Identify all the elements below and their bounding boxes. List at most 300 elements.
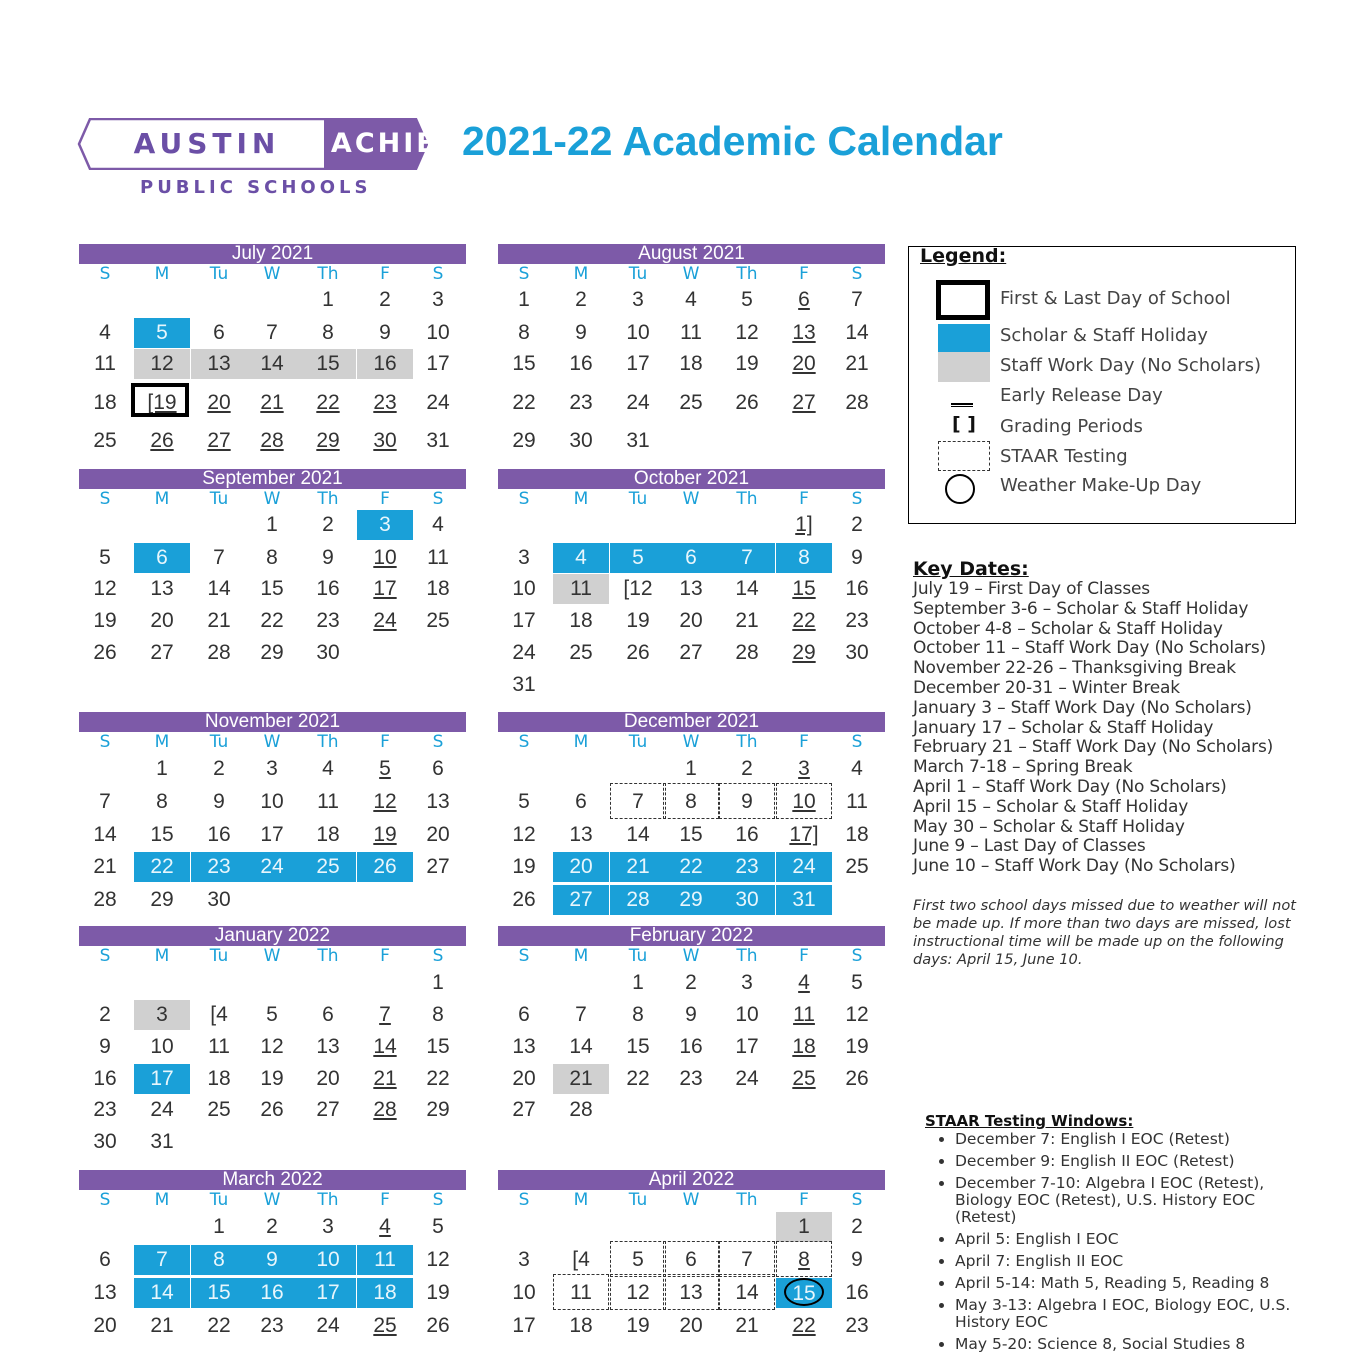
calendar-day <box>496 574 552 604</box>
weekday-label: W <box>682 946 700 966</box>
day-number: 1 <box>266 513 278 536</box>
calendar-day <box>776 1278 832 1308</box>
weekday-label: S <box>518 946 530 966</box>
month-title: December 2021 <box>498 712 885 732</box>
first-last-day-swatch <box>936 280 990 320</box>
staar-item: • April 5: English I EOC <box>955 1231 1320 1248</box>
calendar-day <box>829 318 885 348</box>
calendar-day <box>776 318 832 348</box>
day-number: 23 <box>679 1067 703 1090</box>
day-number: 27 <box>792 391 816 414</box>
day-number: 17 <box>626 352 650 375</box>
calendar-day <box>244 426 300 456</box>
month-title: September 2021 <box>79 469 466 489</box>
day-number: 6 <box>322 1003 334 1026</box>
day-number: 18 <box>373 1281 397 1304</box>
calendar-day <box>496 1064 552 1094</box>
calendar-day <box>134 820 190 850</box>
calendar-day <box>191 318 247 348</box>
weekday-label: Tu <box>628 1190 648 1210</box>
calendar-day <box>244 606 300 636</box>
calendar-day <box>191 1095 247 1125</box>
calendar-day <box>496 606 552 636</box>
calendar-day <box>553 1032 609 1062</box>
weekday-label: W <box>263 1190 281 1210</box>
calendar-day <box>300 388 356 418</box>
calendar-day <box>244 1032 300 1062</box>
calendar-day <box>829 1278 885 1308</box>
day-number: 10 <box>260 790 284 813</box>
day-number: 5 <box>518 790 530 813</box>
calendar-day <box>719 787 775 817</box>
day-number: 6 <box>798 288 810 311</box>
calendar-day <box>776 349 832 379</box>
day-number: 27 <box>512 1098 536 1121</box>
key-date-item: April 1 – Staff Work Day (No Scholars) <box>913 776 1227 797</box>
day-number: 16 <box>260 1281 284 1304</box>
weekday-label: M <box>573 264 589 284</box>
day-number: 2 <box>851 513 863 536</box>
day-number: 22 <box>512 391 536 414</box>
day-number: 20 <box>207 391 231 414</box>
calendar-day <box>829 285 885 315</box>
day-number: 4 <box>798 971 810 994</box>
weekday-label: Th <box>317 732 339 752</box>
weekday-label: Tu <box>209 264 229 284</box>
day-number: 6 <box>432 757 444 780</box>
calendar-day <box>134 885 190 915</box>
month-title: March 2022 <box>79 1170 466 1190</box>
day-number: 26 <box>735 391 759 414</box>
calendar-day <box>496 787 552 817</box>
calendar-day <box>244 1311 300 1341</box>
key-dates-list <box>913 580 1333 877</box>
weekday-header <box>498 946 885 966</box>
calendar-day <box>191 1212 247 1242</box>
day-number: 12 <box>845 1003 869 1026</box>
weekday-label: M <box>154 732 170 752</box>
calendar-day <box>191 638 247 668</box>
day-number: 4 <box>379 1215 391 1238</box>
weekday-label: W <box>682 264 700 284</box>
day-number: 2 <box>213 757 225 780</box>
day-number: 14 <box>569 1035 593 1058</box>
calendar-day <box>134 852 190 882</box>
day-number: 19 <box>93 609 117 632</box>
day-number: 7 <box>213 546 225 569</box>
day-number: 2 <box>322 513 334 536</box>
day-number: 8 <box>798 1248 810 1271</box>
calendar-day <box>663 820 719 850</box>
day-number: 10 <box>426 321 450 344</box>
weekday-header <box>498 489 885 509</box>
calendar-day <box>719 1245 775 1275</box>
calendar-day <box>553 885 609 915</box>
calendar-day <box>300 754 356 784</box>
calendar-day <box>191 1000 247 1030</box>
weekday-label: Th <box>736 489 758 509</box>
day-number: 7 <box>575 1003 587 1026</box>
day-number: 14 <box>735 577 759 600</box>
weekday-label: Tu <box>209 1190 229 1210</box>
calendar-day <box>300 1278 356 1308</box>
calendar-day <box>357 510 413 540</box>
day-number: 18 <box>316 823 340 846</box>
day-number: 24 <box>150 1098 174 1121</box>
calendar-day <box>663 968 719 998</box>
day-number: 3 <box>518 546 530 569</box>
calendar-day <box>357 820 413 850</box>
day-number: 30 <box>93 1130 117 1153</box>
day-number: 18 <box>569 1314 593 1337</box>
day-number: 23 <box>316 609 340 632</box>
day-number: 8 <box>432 1003 444 1026</box>
calendar-day <box>496 1032 552 1062</box>
day-number: 12 <box>426 1248 450 1271</box>
day-number: 12 <box>735 321 759 344</box>
calendar-day <box>357 787 413 817</box>
calendar-day <box>663 885 719 915</box>
day-number: 6 <box>99 1248 111 1271</box>
key-dates <box>913 558 1333 877</box>
day-number: 26 <box>845 1067 869 1090</box>
day-number: 27 <box>426 855 450 878</box>
calendar-day <box>410 1000 466 1030</box>
calendar-day <box>410 606 466 636</box>
day-number: 16 <box>316 577 340 600</box>
month-title: July 2021 <box>79 244 466 264</box>
calendar-day <box>410 852 466 882</box>
weekday-label: S <box>851 946 863 966</box>
weekday-label: M <box>573 489 589 509</box>
key-date-item: May 30 – Scholar & Staff Holiday <box>913 816 1185 837</box>
calendar-day <box>719 349 775 379</box>
month-title: October 2021 <box>498 469 885 489</box>
day-number: 22 <box>316 391 340 414</box>
day-number: 11 <box>317 790 339 813</box>
day-number: 3 <box>266 757 278 780</box>
day-number: 6 <box>575 790 587 813</box>
weekday-label: Tu <box>628 946 648 966</box>
calendar-day <box>244 574 300 604</box>
day-number: 2 <box>266 1215 278 1238</box>
calendar-day <box>244 318 300 348</box>
day-number: 6 <box>518 1003 530 1026</box>
day-number: 17 <box>735 1035 759 1058</box>
day-number: 30 <box>569 429 593 452</box>
logo-right-text: ACHIEVE <box>330 128 484 159</box>
day-number: 17 <box>512 609 536 632</box>
weekday-label: F <box>380 264 390 284</box>
day-number: 9 <box>685 1003 697 1026</box>
day-number: 13 <box>512 1035 536 1058</box>
calendar-day <box>244 388 300 418</box>
day-number: 18 <box>93 391 117 414</box>
weekday-label: S <box>432 264 444 284</box>
weekday-label: W <box>263 489 281 509</box>
calendar-day <box>191 852 247 882</box>
day-number: 9 <box>99 1035 111 1058</box>
key-date-item: January 17 – Scholar & Staff Holiday <box>913 717 1214 738</box>
calendar-day <box>357 1000 413 1030</box>
day-number: 8 <box>685 790 697 813</box>
day-number: 25 <box>679 391 703 414</box>
day-number: 14 <box>260 352 284 375</box>
day-number: 30 <box>735 888 759 911</box>
day-number: 11 <box>570 577 592 600</box>
weekday-header <box>79 264 466 284</box>
day-number: 9 <box>851 1248 863 1271</box>
day-number: 9 <box>379 321 391 344</box>
day-number: 12 <box>626 1281 650 1304</box>
day-number: 6 <box>685 1248 697 1271</box>
calendar-day <box>134 1311 190 1341</box>
day-number: 3 <box>156 1003 168 1026</box>
key-date-item: July 19 – First Day of Classes <box>913 579 1150 599</box>
calendar-day <box>496 820 552 850</box>
day-number: 13 <box>316 1035 340 1058</box>
day-number: 23 <box>569 391 593 414</box>
day-number: [12 <box>623 577 653 600</box>
calendar-day <box>357 1212 413 1242</box>
calendar-day <box>134 638 190 668</box>
day-number: 21 <box>845 352 869 375</box>
weekday-label: S <box>432 489 444 509</box>
day-number: 21 <box>260 391 284 414</box>
calendar-day <box>496 638 552 668</box>
weekday-label: F <box>799 946 809 966</box>
logo <box>76 118 484 170</box>
calendar-day <box>357 1311 413 1341</box>
calendar-day <box>410 1095 466 1125</box>
day-number: 30 <box>845 641 869 664</box>
calendar-day <box>244 787 300 817</box>
day-number: 29 <box>792 641 816 664</box>
calendar-day <box>663 349 719 379</box>
day-number: 27 <box>316 1098 340 1121</box>
day-number: 15 <box>626 1035 650 1058</box>
day-number: 24 <box>735 1067 759 1090</box>
day-number: 7 <box>632 790 644 813</box>
calendar-day <box>553 1064 609 1094</box>
month-title: August 2021 <box>498 244 885 264</box>
calendar-day <box>357 388 413 418</box>
calendar-day <box>776 285 832 315</box>
calendar-day <box>553 349 609 379</box>
month-title: April 2022 <box>498 1170 885 1190</box>
day-number: 10 <box>150 1035 174 1058</box>
day-number: 27 <box>150 641 174 664</box>
calendar-day <box>663 606 719 636</box>
day-number: 31 <box>792 888 816 911</box>
calendar-day <box>719 885 775 915</box>
calendar-day <box>357 754 413 784</box>
day-number: 15 <box>150 823 174 846</box>
staar-item: • December 9: English II EOC (Retest) <box>955 1153 1320 1170</box>
calendar-day <box>663 1000 719 1030</box>
day-number: 20 <box>426 823 450 846</box>
day-number: 22 <box>207 1314 231 1337</box>
day-number: 23 <box>260 1314 284 1337</box>
calendar-day <box>300 852 356 882</box>
calendar-day <box>610 787 666 817</box>
calendar-day <box>357 1278 413 1308</box>
calendar-day <box>663 1245 719 1275</box>
calendar-day <box>829 1245 885 1275</box>
calendar-day <box>610 543 666 573</box>
day-number: 1 <box>518 288 530 311</box>
legend-work-day: Staff Work Day (No Scholars) <box>1000 355 1261 376</box>
calendar-day <box>77 574 133 604</box>
calendar-day <box>553 606 609 636</box>
day-number: 23 <box>845 1314 869 1337</box>
day-number: 10 <box>626 321 650 344</box>
calendar-day <box>410 1032 466 1062</box>
month-april-2022 <box>498 1169 885 1337</box>
calendar-day <box>77 1127 133 1157</box>
weekday-label: S <box>518 1190 530 1210</box>
day-number: 1] <box>795 513 813 536</box>
calendar-day <box>300 285 356 315</box>
day-number: 10 <box>373 546 397 569</box>
day-number: 28 <box>207 641 231 664</box>
day-number: 28 <box>373 1098 397 1121</box>
legend-grading-periods: Grading Periods <box>1000 416 1143 437</box>
staar-windows <box>925 1111 1320 1358</box>
day-number: 24 <box>512 641 536 664</box>
calendar-day <box>191 349 247 379</box>
calendar-day <box>191 543 247 573</box>
day-number: 2 <box>685 971 697 994</box>
weekday-label: F <box>799 264 809 284</box>
day-number: 4 <box>575 546 587 569</box>
month-february-2022 <box>498 925 885 1121</box>
calendar-day <box>829 349 885 379</box>
calendar-day <box>357 318 413 348</box>
weekday-label: Th <box>317 946 339 966</box>
calendar-day <box>553 543 609 573</box>
calendar-day <box>300 1212 356 1242</box>
calendar-day <box>300 1311 356 1341</box>
calendar-day <box>410 754 466 784</box>
calendar-day <box>776 638 832 668</box>
weekday-label: Tu <box>209 489 229 509</box>
calendar-day <box>357 852 413 882</box>
calendar-day <box>829 543 885 573</box>
day-number: 18 <box>792 1035 816 1058</box>
day-number: 5 <box>99 546 111 569</box>
legend <box>908 246 1296 524</box>
calendar-day <box>300 1064 356 1094</box>
calendar-day <box>357 349 413 379</box>
grading-period-icon: [ ] <box>952 413 976 435</box>
calendar-day <box>77 1245 133 1275</box>
calendar-day <box>610 1000 666 1030</box>
calendar-day <box>410 1064 466 1094</box>
calendar-day <box>829 510 885 540</box>
calendar-day <box>300 1032 356 1062</box>
day-number: 20 <box>569 855 593 878</box>
day-number: 17 <box>426 352 450 375</box>
day-number: 28 <box>260 429 284 452</box>
calendar-day <box>610 1064 666 1094</box>
calendar-day <box>719 968 775 998</box>
calendar-day <box>553 574 609 604</box>
day-number: 9 <box>213 790 225 813</box>
weekday-label: F <box>380 1190 390 1210</box>
calendar-day <box>357 1064 413 1094</box>
month-december-2021 <box>498 711 885 911</box>
key-date-item: January 3 – Staff Work Day (No Scholars) <box>913 697 1252 718</box>
day-number: 22 <box>260 609 284 632</box>
calendar-day <box>410 787 466 817</box>
calendar-day <box>610 349 666 379</box>
day-number: 16 <box>735 823 759 846</box>
calendar-day <box>776 388 832 418</box>
weekday-label: W <box>263 732 281 752</box>
day-number: 25 <box>207 1098 231 1121</box>
calendar-day <box>663 388 719 418</box>
calendar-day <box>610 968 666 998</box>
day-number: 5 <box>632 546 644 569</box>
day-number: 26 <box>93 641 117 664</box>
weekday-label: Tu <box>628 264 648 284</box>
day-number: 12 <box>373 790 397 813</box>
day-number: 25 <box>845 855 869 878</box>
calendar-day <box>244 1095 300 1125</box>
weekday-label: Tu <box>209 732 229 752</box>
day-number: 2 <box>741 757 753 780</box>
calendar-day <box>244 638 300 668</box>
weekday-label: Th <box>736 732 758 752</box>
calendar-day <box>410 318 466 348</box>
calendar-day <box>776 606 832 636</box>
calendar-day <box>134 426 190 456</box>
day-number: 25 <box>792 1067 816 1090</box>
calendar-day <box>191 1064 247 1094</box>
day-number: 10 <box>512 577 536 600</box>
calendar-day <box>829 787 885 817</box>
day-number: 11 <box>374 1248 396 1271</box>
day-number: 24 <box>426 391 450 414</box>
weekday-header <box>79 1190 466 1210</box>
calendar-day <box>610 388 666 418</box>
calendar-day <box>496 388 552 418</box>
day-number: 9 <box>741 790 753 813</box>
calendar-day <box>719 820 775 850</box>
day-number: 25 <box>426 609 450 632</box>
day-number: 12 <box>260 1035 284 1058</box>
calendar-day <box>719 1000 775 1030</box>
day-number: 13 <box>150 577 174 600</box>
calendar-day <box>191 574 247 604</box>
calendar-day <box>776 1032 832 1062</box>
key-date-item: June 9 – Last Day of Classes <box>913 836 1146 857</box>
calendar-day <box>77 1311 133 1341</box>
legend-make-up-day: Weather Make-Up Day <box>1000 475 1202 496</box>
day-number: 3 <box>322 1215 334 1238</box>
calendar-day <box>496 1278 552 1308</box>
day-number: 22 <box>150 855 174 878</box>
day-number: 7 <box>741 1248 753 1271</box>
day-number: 29 <box>150 888 174 911</box>
calendar-day <box>610 1311 666 1341</box>
month-january-2022 <box>79 925 466 1153</box>
weekday-label: S <box>518 264 530 284</box>
staar-item: • December 7-10: Algebra I EOC (Retest), Biology EOC (Retest), U.S. History EOC (Retest) <box>955 1175 1320 1226</box>
calendar-day <box>77 1064 133 1094</box>
day-number: 18 <box>679 352 703 375</box>
